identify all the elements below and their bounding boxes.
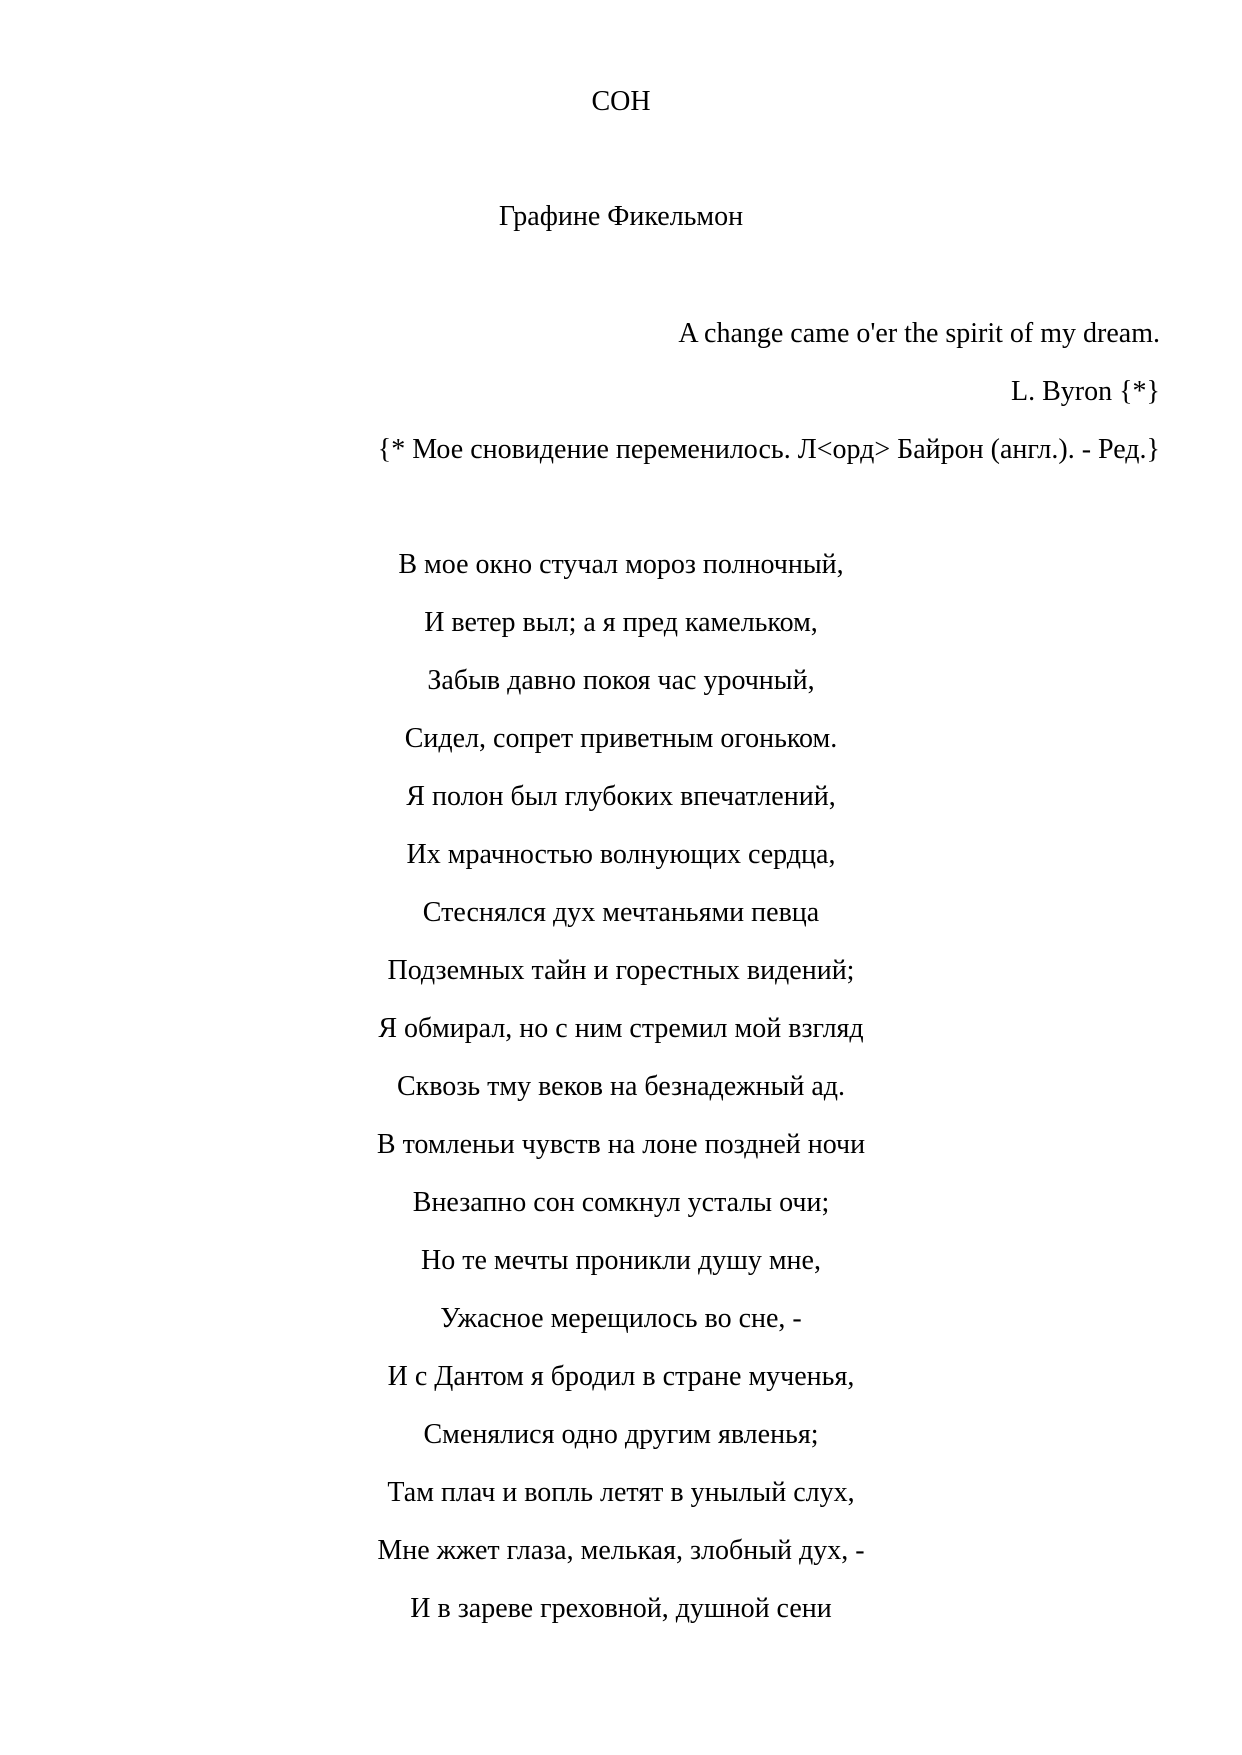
verse-line: Сменялися одно другим явленья; [423, 1419, 819, 1450]
verse-line: Забыв давно покоя час урочный, [427, 665, 815, 696]
verse-line: Мне жжет глаза, мелькая, злобный дух, - [377, 1535, 865, 1566]
verse-line: Внезапно сон сомкнул усталы очи; [412, 1187, 830, 1218]
verse-line: Ужасное мерещилось во сне, - [440, 1303, 802, 1334]
verse-line: В мое окно стучал мороз полночный, [398, 549, 844, 580]
verse-line: Сидел, сопрет приветным огоньком. [404, 723, 838, 754]
verse-line: Там плач и вопль летят в унылый слух, [387, 1477, 855, 1508]
poem-dedication: Графине Фикельмон [498, 201, 744, 232]
poem-title: СОН [591, 86, 651, 117]
verse-line: И в зареве греховной, душной сени [410, 1593, 832, 1624]
verse-line: Их мрачностью волнующих сердца, [406, 839, 836, 870]
verse-line: В томленьи чувств на лоне поздней ночи [376, 1129, 866, 1160]
poem-verses [0, 548, 1242, 1650]
verse-line: Подземных тайн и горестных видений; [387, 955, 855, 986]
epigraph-quote: A change came o'er the spirit of my dream. [678, 318, 1160, 349]
epigraph-footnote: {* Мое сновидение переменилось. Л<орд> Байрон (англ.). - Ред.} [377, 434, 1160, 465]
epigraph-author: L. Byron {*} [1011, 376, 1160, 407]
verse-line: Стеснялся дух мечтаньями певца [422, 897, 820, 928]
verse-line: И ветер выл; а я пред камельком, [424, 607, 818, 638]
verse-line: Я обмирал, но с ним стремил мой взгляд [378, 1013, 864, 1044]
verse-line: И с Дантом я бродил в стране мученья, [387, 1361, 855, 1392]
verse-line: Но те мечты проникли душу мне, [421, 1245, 821, 1276]
verse-line: Я полон был глубоких впечатлений, [406, 781, 836, 812]
verse-line: Сквозь тму веков на безнадежный ад. [397, 1071, 845, 1102]
